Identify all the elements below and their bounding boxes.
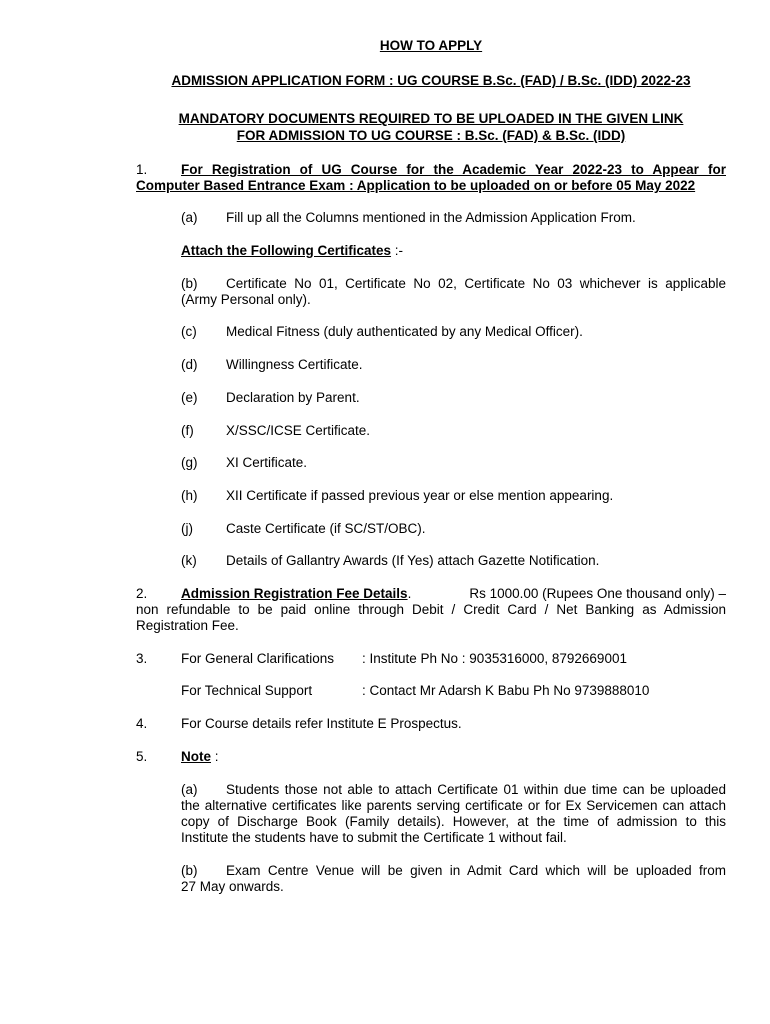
page-title: HOW TO APPLY [379, 38, 483, 53]
item-h-label: (h) [181, 488, 198, 503]
section1-heading-line1: For Registration of UG Course for the Academic Year 2022-23 to Appear for [181, 162, 726, 177]
section2-heading: Admission Registration Fee Details [181, 586, 408, 601]
note-heading-line [181, 749, 219, 765]
item-a-label: (a) [181, 210, 198, 225]
note-b-line1: Exam Centre Venue will be given in Admit Card which will be uploaded from [226, 863, 726, 878]
item-j-text: Caste Certificate (if SC/ST/OBC). [226, 521, 426, 536]
section2-line2: non refundable to be paid online through Debit / Credit Card / Net Banking as Admission [136, 602, 726, 617]
note-a-line2: the alternative certificates like parents serving certificate or for Ex Servicemen can attach [181, 798, 726, 813]
item-b-label: (b) [181, 276, 198, 291]
note-a-line4: Institute the students have to submit the Certificate 1 without fail. [181, 830, 567, 845]
section5-number: 5. [136, 749, 148, 764]
item-f-text: X/SSC/ICSE Certificate. [226, 423, 371, 438]
section1-heading-line2: Computer Based Entrance Exam : Application to be uploaded on or before 05 May 2022 [136, 178, 696, 193]
item-c-label: (c) [181, 324, 197, 339]
section4-number: 4. [136, 716, 148, 731]
item-g-text: XI Certificate. [226, 455, 308, 470]
attach-heading-suffix: :- [391, 243, 404, 258]
item-h-text: XII Certificate if passed previous year or else mention appearing. [226, 488, 614, 503]
item-e-label: (e) [181, 390, 198, 405]
section2-heading-suffix: . [407, 586, 412, 601]
mandatory-heading-line2: FOR ADMISSION TO UG COURSE : B.Sc. (FAD) & B.Sc. (IDD) [236, 128, 626, 143]
attach-heading-line [181, 243, 403, 259]
form-title: ADMISSION APPLICATION FORM : UG COURSE B.Sc. (FAD) / B.Sc. (IDD) 2022-23 [171, 73, 691, 88]
section2-number: 2. [136, 586, 148, 601]
note-a-line1: Students those not able to attach Certificate 01 within due time can be uploaded [226, 782, 726, 797]
note-a-label: (a) [181, 782, 198, 797]
technical-support-value: : Contact Mr Adarsh K Babu Ph No 9739888010 [362, 683, 650, 698]
attach-heading: Attach the Following Certificates [181, 243, 392, 258]
note-a-line3: copy of Discharge Book (Family details). However, at the time of admission to this [181, 814, 726, 829]
item-f-label: (f) [181, 423, 194, 438]
item-a-text: Fill up all the Columns mentioned in the Admission Application From. [226, 210, 636, 225]
note-b-line2: 27 May onwards. [181, 879, 284, 894]
section4-text: For Course details refer Institute E Prospectus. [181, 716, 462, 731]
item-k-text: Details of Gallantry Awards (If Yes) attach Gazette Notification. [226, 553, 600, 568]
item-d-text: Willingness Certificate. [226, 357, 363, 372]
section2-line3: Registration Fee. [136, 618, 239, 633]
item-b-line2: (Army Personal only). [181, 292, 311, 307]
technical-support-label: For Technical Support [181, 683, 313, 698]
note-b-label: (b) [181, 863, 198, 878]
item-c-text: Medical Fitness (duly authenticated by any Medical Officer). [226, 324, 583, 339]
section2-fee: Rs 1000.00 (Rupees One thousand only) – [469, 586, 726, 601]
item-k-label: (k) [181, 553, 197, 568]
item-j-label: (j) [181, 521, 193, 536]
item-d-label: (d) [181, 357, 198, 372]
note-heading: Note [181, 749, 211, 764]
note-heading-suffix: : [211, 749, 219, 764]
general-clarifications-value: : Institute Ph No : 9035316000, 8792669001 [362, 651, 627, 666]
general-clarifications-label: For General Clarifications [181, 651, 335, 666]
item-b-line1: Certificate No 01, Certificate No 02, Certificate No 03 whichever is applicable [226, 276, 726, 291]
section2-heading-line [181, 586, 411, 602]
item-g-label: (g) [181, 455, 198, 470]
mandatory-heading-line1: MANDATORY DOCUMENTS REQUIRED TO BE UPLOADED IN THE GIVEN LINK [178, 111, 684, 126]
section3-number: 3. [136, 651, 148, 666]
item-e-text: Declaration by Parent. [226, 390, 360, 405]
section1-number: 1. [136, 162, 148, 177]
